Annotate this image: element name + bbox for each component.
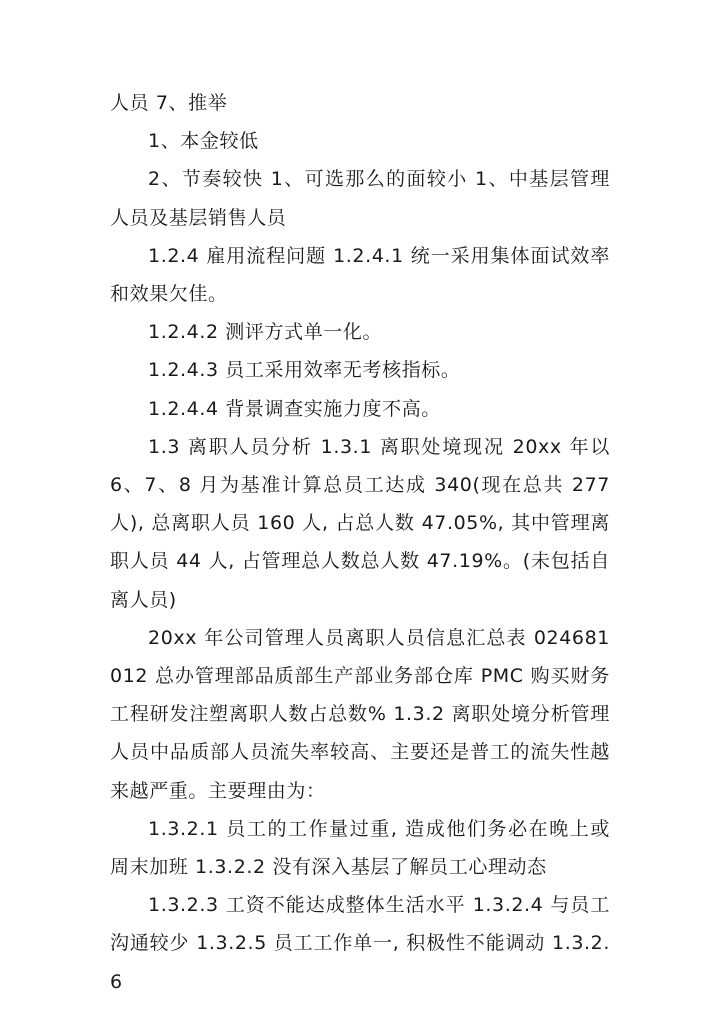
paragraph-1: 人员 7、推举 (110, 92, 228, 114)
paragraph-7: 1.2.4.4 背景调查实施力度不高。 (148, 397, 441, 420)
paragraph-11: 1.3.2.3 工资不能达成整体生活水平 1.3.2.4 与员工沟通较少 1.3.2.5 员工工作单一, 积极性不能调动 1.3.2.6 (110, 894, 610, 993)
paragraph-10: 1.3.2.1 员工的工作量过重, 造成他们务必在晚上或周末加班 1.3.2.2 没有深入基层了解员工心理动态 (110, 817, 610, 879)
paragraph-3: 2、节奏较快 1、可选那么的面较小 1、中基层管理人员及基层销售人员 (110, 168, 610, 229)
paragraph-9: 20xx 年公司管理人员离职人员信息汇总表 024681012 总办管理部品质部生产部业务部仓库 PMC 购买财务工程研发注塑离职人数占总数% 1.3.2 离职处境分析管理人员中品质部人员流失率较高、主要还是普工的流失性越来越严重。主要理由为： (110, 626, 610, 802)
paragraph-5: 1.2.4.2 测评方式单一化。 (148, 321, 383, 344)
paragraph-8: 1.3 离职人员分析 1.3.1 离职处境现况 20xx 年以 6、7、8 月为基准计算总员工达成 340(现在总共 277 人), 总离职人员 160 人, 占总人数 47.05%, 其中管理离职人员 44 人, 占管理总人数总人数 47.19%。(未包括自离人员) (110, 435, 610, 611)
paragraph-2: 1、本金较低 (148, 130, 259, 153)
paragraph-4: 1.2.4 雇用流程问题 1.2.4.1 统一采用集体面试效率和效果欠佳。 (110, 244, 610, 306)
paragraph-6: 1.2.4.3 员工采用效率无考核指标。 (148, 359, 461, 382)
document-body (110, 84, 610, 1001)
